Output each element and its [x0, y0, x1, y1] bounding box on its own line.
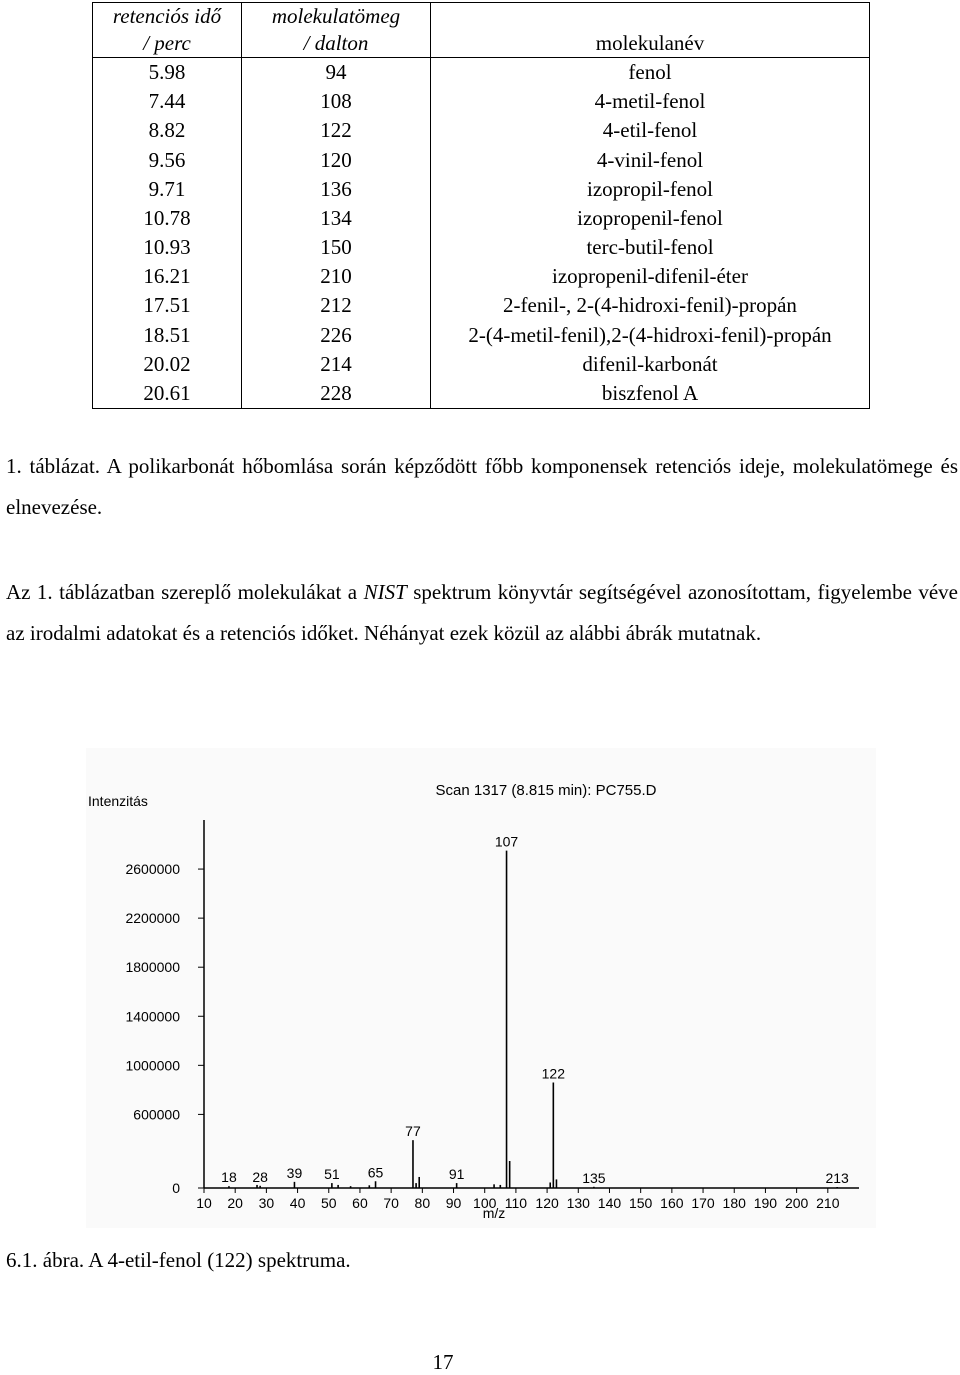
cell-molecular-weight: 122	[242, 116, 431, 145]
table-row	[93, 204, 870, 233]
peak-label: 39	[286, 1164, 303, 1181]
chart-title: Scan 1317 (8.815 min): PC755.D	[435, 782, 657, 799]
cell-retention-time: 7.44	[93, 87, 242, 116]
cell-molecular-weight: 134	[242, 204, 431, 233]
table-header-row	[93, 3, 870, 58]
cell-molecular-weight: 108	[242, 87, 431, 116]
cell-molecule-name: fenol	[431, 58, 870, 88]
x-tick-label: 100	[473, 1195, 497, 1211]
cell-retention-time: 10.78	[93, 204, 242, 233]
header-line: / perc	[143, 31, 191, 55]
x-axis-label: m/z	[482, 1205, 506, 1221]
header-retention-time	[93, 3, 242, 58]
cell-retention-time: 9.56	[93, 145, 242, 174]
table-row	[93, 145, 870, 174]
peak-label: 213	[825, 1170, 849, 1187]
mass-spectrum-chart	[86, 748, 876, 1228]
cell-molecular-weight: 210	[242, 262, 431, 291]
x-tick-label: 110	[504, 1195, 528, 1211]
table-row	[93, 116, 870, 145]
peak-label: 122	[541, 1065, 566, 1082]
table-row	[93, 175, 870, 204]
figure-caption: 6.1. ábra. A 4-etil-fenol (122) spektruma.	[6, 1248, 351, 1272]
x-tick-label: 80	[414, 1195, 431, 1211]
cell-retention-time: 20.02	[93, 350, 242, 379]
x-tick-label: 10	[196, 1195, 212, 1211]
cell-retention-time: 17.51	[93, 291, 242, 320]
x-tick-label: 40	[289, 1195, 306, 1211]
header-line: molekulanév	[595, 31, 705, 55]
x-tick-label: 30	[258, 1195, 275, 1211]
peak-label: 91	[448, 1166, 465, 1183]
table-row	[93, 320, 870, 349]
cell-molecule-name: biszfenol A	[431, 379, 870, 409]
header-molecular-weight	[242, 3, 431, 58]
table-row	[93, 58, 870, 88]
cell-molecule-name: 2-(4-metil-fenil),2-(4-hidroxi-fenil)-propán	[431, 320, 870, 349]
nist-term: NIST	[363, 580, 407, 604]
cell-retention-time: 18.51	[93, 320, 242, 349]
body-text-start: Az 1. táblázatban szereplő molekulákat a	[6, 580, 364, 604]
x-tick-label: 210	[816, 1195, 840, 1211]
peak-label: 65	[367, 1164, 384, 1181]
header-line: molekulatömeg	[271, 4, 401, 28]
cell-retention-time: 10.93	[93, 233, 242, 262]
peak-label: 107	[494, 833, 519, 850]
x-tick-label: 120	[535, 1195, 559, 1211]
header-line: retenciós idő	[112, 4, 222, 28]
cell-molecule-name: izopropenil-difenil-éter	[431, 262, 870, 291]
cell-molecular-weight: 150	[242, 233, 431, 262]
cell-molecular-weight: 136	[242, 175, 431, 204]
x-tick-label: 170	[691, 1195, 715, 1211]
cell-molecule-name: 4-vinil-fenol	[431, 145, 870, 174]
table-row	[93, 379, 870, 409]
x-tick-label: 190	[753, 1195, 778, 1211]
x-tick-label: 20	[227, 1195, 243, 1211]
cell-molecular-weight: 228	[242, 379, 431, 409]
table-row	[93, 350, 870, 379]
cell-molecular-weight: 226	[242, 320, 431, 349]
table-body	[93, 58, 870, 409]
cell-retention-time: 5.98	[93, 58, 242, 88]
cell-retention-time: 8.82	[93, 116, 242, 145]
cell-molecule-name: 2-fenil-, 2-(4-hidroxi-fenil)-propán	[431, 291, 870, 320]
table-row	[93, 262, 870, 291]
table-caption: 1. táblázat. A polikarbonát hőbomlása során képződött főbb komponensek retenciós ideje, molekulatömege és elnevezése.	[6, 454, 958, 519]
y-tick-label: 2600000	[125, 861, 180, 878]
peak-label: 135	[582, 1169, 606, 1186]
header-molecule-name	[431, 3, 870, 58]
y-tick-label: 0	[172, 1180, 180, 1196]
x-tick-label: 130	[566, 1195, 590, 1211]
page-number: 17	[432, 1350, 454, 1374]
peak-label: 77	[405, 1123, 421, 1140]
y-tick-label: 2200000	[125, 910, 180, 927]
table-row	[93, 233, 870, 262]
body-text-end: spektrum könyvtár segítségével azonosítottam, figyelembe véve az irodalmi adatokat és a retenciós időket. Néhányat ezek közül az alábbi ábrák mutatnak.	[6, 580, 958, 645]
x-tick-label: 140	[597, 1195, 622, 1211]
cell-retention-time: 9.71	[93, 175, 242, 204]
cell-retention-time: 16.21	[93, 262, 242, 291]
cell-molecule-name: izopropenil-fenol	[431, 204, 870, 233]
peak-label: 28	[252, 1168, 268, 1185]
mass-spectrum-figure	[86, 748, 876, 1228]
x-tick-label: 50	[320, 1195, 337, 1211]
table-row	[93, 291, 870, 320]
peak-label: 18	[221, 1169, 237, 1186]
y-tick-label: 1800000	[125, 959, 180, 976]
cell-molecule-name: 4-metil-fenol	[431, 87, 870, 116]
y-tick-label: 1400000	[125, 1008, 180, 1025]
cell-molecule-name: 4-etil-fenol	[431, 116, 870, 145]
cell-molecular-weight: 120	[242, 145, 431, 174]
results-table	[92, 2, 870, 409]
x-tick-label: 60	[352, 1195, 368, 1211]
x-tick-label: 90	[445, 1195, 462, 1211]
cell-molecule-name: difenil-karbonát	[431, 350, 870, 379]
body-paragraph	[6, 572, 958, 654]
x-tick-label: 200	[784, 1195, 809, 1211]
peak-label: 51	[324, 1166, 340, 1183]
cell-molecular-weight: 212	[242, 291, 431, 320]
cell-molecule-name: izopropil-fenol	[431, 175, 870, 204]
cell-molecular-weight: 94	[242, 58, 431, 88]
header-line: / dalton	[303, 31, 369, 55]
y-tick-label: 600000	[133, 1106, 180, 1123]
cell-retention-time: 20.61	[93, 379, 242, 409]
y-axis-label: Intenzitás	[88, 793, 148, 809]
x-tick-label: 150	[628, 1195, 653, 1211]
x-tick-label: 70	[383, 1195, 399, 1211]
y-tick-label: 1000000	[125, 1057, 180, 1074]
x-tick-label: 160	[660, 1195, 684, 1211]
table-row	[93, 87, 870, 116]
cell-molecular-weight: 214	[242, 350, 431, 379]
x-tick-label: 180	[722, 1195, 746, 1211]
cell-molecule-name: terc-butil-fenol	[431, 233, 870, 262]
